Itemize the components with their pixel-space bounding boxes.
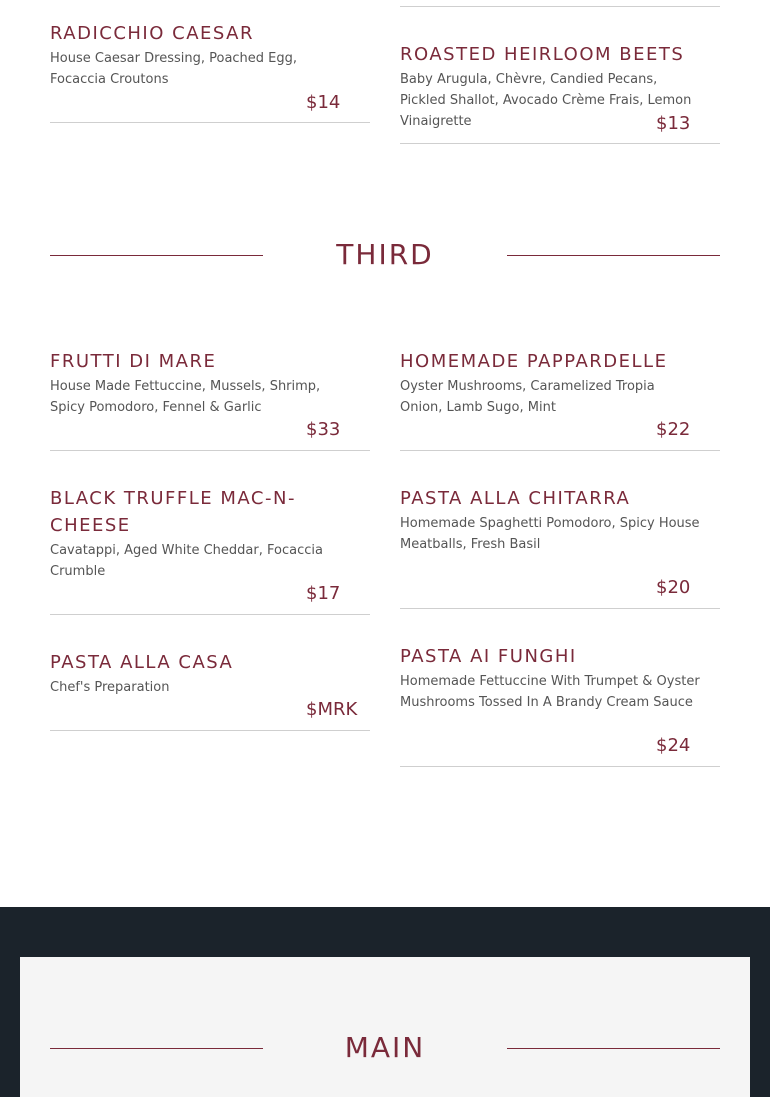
menu-item-price: $14	[306, 92, 341, 113]
menu-item-description: House Made Fettuccine, Mussels, Shrimp, Spicy Pomodoro, Fennel & Garlic	[50, 379, 321, 415]
main-section-card	[20, 957, 750, 1097]
section-title-third: THIRD	[336, 238, 434, 271]
menu-item-pasta-ai-funghi	[400, 643, 720, 756]
menu-item-name: RADICCHIO CAESAR	[50, 23, 254, 44]
menu-item-price: $13	[656, 113, 691, 134]
item-divider	[400, 766, 720, 767]
menu-item-name: HOMEMADE PAPPARDELLE	[400, 351, 668, 372]
menu-item-price: $MRK	[306, 699, 358, 720]
item-divider	[400, 450, 720, 451]
item-divider	[50, 122, 370, 123]
menu-item-name: PASTA ALLA CHITARRA	[400, 488, 631, 509]
menu-item-price: $33	[306, 419, 341, 440]
menu-item-name: ROASTED HEIRLOOM BEETS	[400, 44, 685, 65]
menu-item-name: PASTA ALLA CASA	[50, 652, 234, 673]
item-divider	[400, 6, 720, 7]
item-divider	[50, 450, 370, 451]
item-divider	[50, 614, 370, 615]
item-divider	[400, 143, 720, 144]
menu-item-price: $17	[306, 583, 341, 604]
menu-item-description: Chef's Preparation	[50, 680, 170, 695]
item-divider	[50, 730, 370, 731]
menu-item-description: Homemade Fettuccine With Trumpet & Oyster Mushrooms Tossed In A Brandy Cream Sauce	[400, 674, 700, 710]
menu-item-radicchio-caesar	[50, 20, 370, 113]
menu-item-description: Cavatappi, Aged White Cheddar, Focaccia Crumble	[50, 543, 323, 579]
menu-item-description: Oyster Mushrooms, Caramelized Tropia Onion, Lamb Sugo, Mint	[400, 379, 655, 415]
menu-item-price: $20	[656, 577, 691, 598]
menu-item-name: FRUTTI DI MARE	[50, 351, 217, 372]
menu-item-homemade-pappardelle	[400, 348, 720, 440]
menu-item-description: Homemade Spaghetti Pomodoro, Spicy House Meatballs, Fresh Basil	[400, 516, 700, 552]
menu-item-pasta-alla-chitarra	[400, 485, 720, 598]
section-rule-right	[507, 255, 720, 256]
menu-item-description: Baby Arugula, Chèvre, Candied Pecans, Pickled Shallot, Avocado Crème Frais, Lemon Vinaigrette	[400, 72, 692, 129]
menu-item-name: PASTA AI FUNGHI	[400, 646, 577, 667]
item-divider	[400, 608, 720, 609]
menu-item-pasta-alla-casa	[50, 649, 370, 720]
section-rule-right	[507, 1048, 720, 1049]
menu-item-description: House Caesar Dressing, Poached Egg, Focaccia Croutons	[50, 51, 298, 87]
menu-item-name: BLACK TRUFFLE MAC-N-CHEESE	[50, 488, 296, 536]
menu-item-black-truffle-mac-n-cheese	[50, 485, 370, 604]
section-title-main: MAIN	[344, 1031, 426, 1064]
menu-item-roasted-heirloom-beets	[400, 41, 720, 132]
menu-item-price: $22	[656, 419, 691, 440]
menu-item-price: $24	[656, 735, 691, 756]
menu-item-frutti-di-mare	[50, 348, 370, 440]
